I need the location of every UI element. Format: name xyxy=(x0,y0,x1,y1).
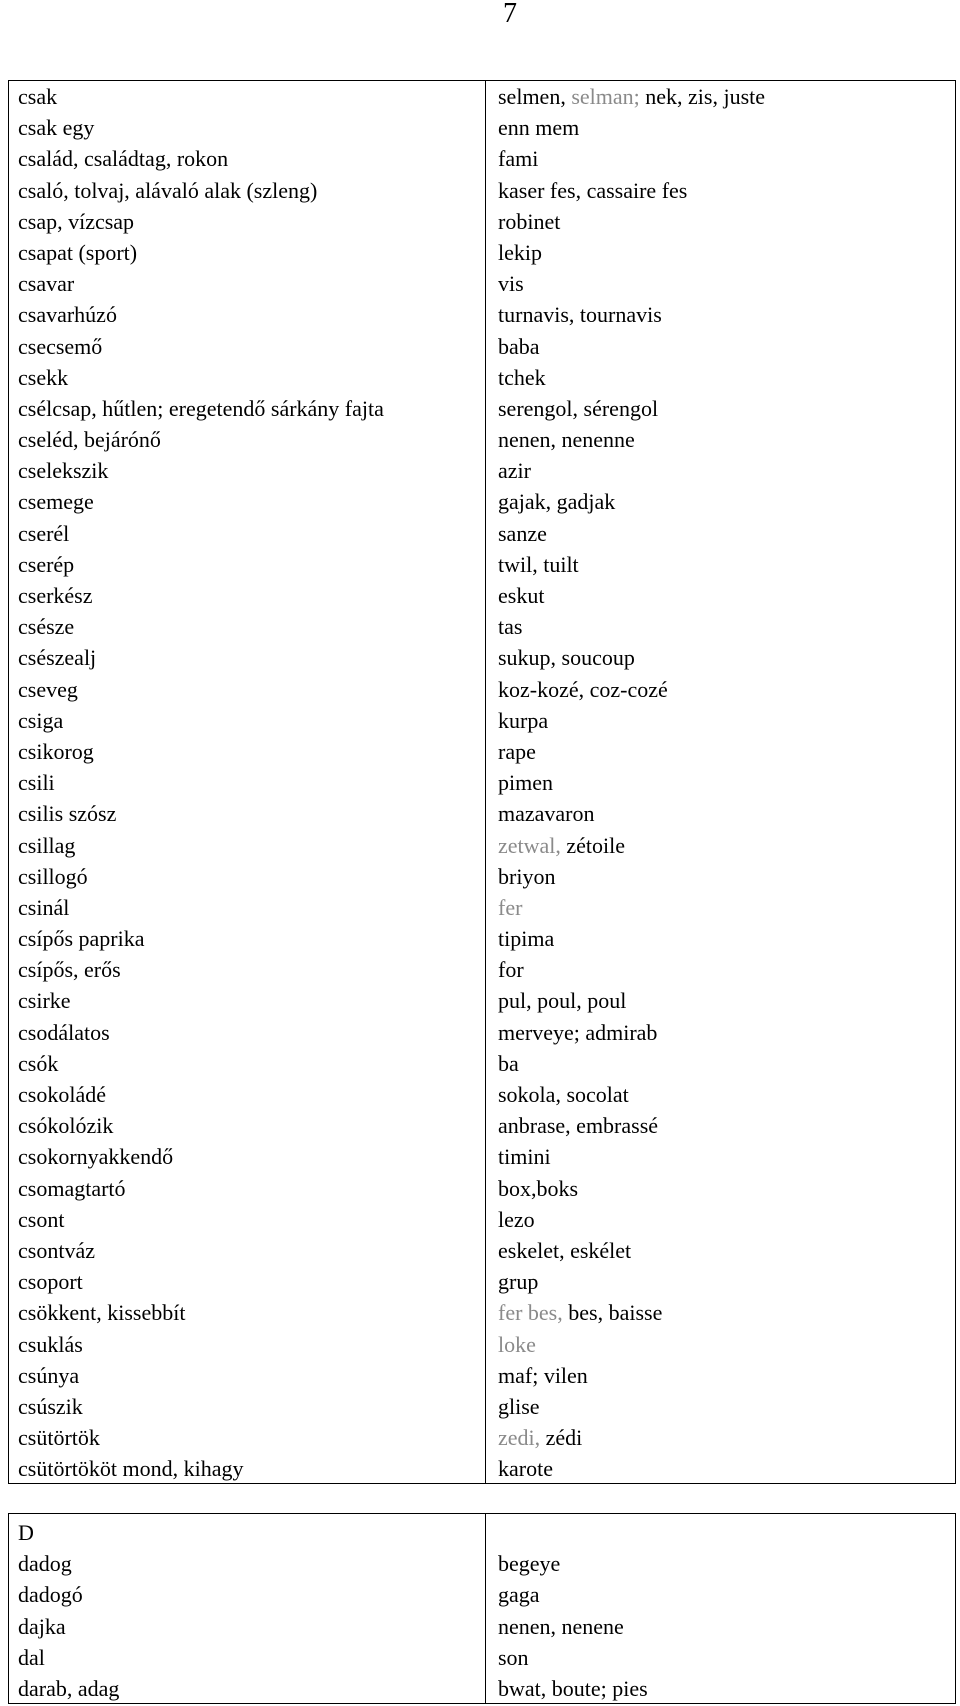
creole-translation xyxy=(498,1297,955,1328)
hungarian-term: cserél xyxy=(18,520,70,546)
hungarian-term: cseveg xyxy=(18,676,78,702)
creole-translation xyxy=(498,362,955,393)
translation-segment-gray: selman; xyxy=(571,84,640,109)
creole-translation xyxy=(498,1017,955,1048)
creole-translation xyxy=(498,830,955,861)
creole-translation xyxy=(498,767,955,798)
translation-segment: robinet xyxy=(498,208,561,234)
hungarian-term: cserkész xyxy=(18,583,93,608)
translation-segment: begeye xyxy=(498,1551,561,1577)
creole-translation xyxy=(498,892,955,923)
hungarian-term: darab, adag xyxy=(18,1675,120,1701)
translation-segment: bes, baisse xyxy=(562,1300,663,1326)
translation-segment: enn mem xyxy=(498,115,580,141)
translation-segment: gaga xyxy=(498,1582,540,1608)
hungarian-term: csirke xyxy=(18,988,71,1014)
creole-translation xyxy=(498,1048,955,1079)
hungarian-term: csiga xyxy=(18,707,64,733)
creole-translation xyxy=(498,549,955,580)
translation-segment: vis xyxy=(498,271,524,297)
hungarian-term: csoport xyxy=(18,1269,83,1295)
hungarian-term: csinál xyxy=(18,894,70,920)
translation-segment: pimen xyxy=(498,770,553,796)
translation-segment: box,boks xyxy=(498,1175,579,1201)
translation-segment: sokola, socolat xyxy=(498,1082,629,1107)
hungarian-term: csészealj xyxy=(18,645,97,671)
hungarian-term: dajka xyxy=(18,1613,66,1639)
creole-translation xyxy=(498,1329,955,1360)
hungarian-column xyxy=(9,1514,486,1703)
translation-segment-gray: loke xyxy=(498,1331,536,1357)
hungarian-term: csuklás xyxy=(18,1331,83,1357)
creole-translation xyxy=(498,954,955,985)
hungarian-term: csilis szósz xyxy=(18,801,117,827)
translation-segment: kaser fes, cassaire fes xyxy=(498,177,688,203)
hungarian-term: csók xyxy=(18,1050,59,1076)
translation-segment: serengol, sérengol xyxy=(498,395,659,421)
translation-segment-gray: zedi, xyxy=(498,1425,541,1451)
translation-segment-gray: zetwal, xyxy=(498,832,561,858)
translation-segment: briyon xyxy=(498,863,556,889)
translation-segment: glise xyxy=(498,1393,540,1419)
creole-translation xyxy=(498,1642,955,1673)
hungarian-term: cselekszik xyxy=(18,458,109,484)
creole-translation xyxy=(498,705,955,736)
translation-segment: kurpa xyxy=(498,707,549,733)
creole-column xyxy=(486,1514,955,1703)
creole-translation xyxy=(498,393,955,424)
creole-translation xyxy=(498,518,955,549)
hungarian-term: csodálatos xyxy=(18,1019,110,1045)
creole-translation xyxy=(498,1579,955,1610)
dictionary-table-c xyxy=(8,80,956,1484)
translation-segment-gray: fer xyxy=(498,894,523,920)
creole-translation xyxy=(498,237,955,268)
creole-translation xyxy=(498,331,955,362)
hungarian-term: csókolózik xyxy=(18,1113,114,1139)
translation-segment: lekip xyxy=(498,239,542,265)
hungarian-term: csapat (sport) xyxy=(18,239,138,265)
translation-segment: mazavaron xyxy=(498,801,595,827)
hungarian-term: csemege xyxy=(18,489,94,515)
translation-segment: anbrase, embrassé xyxy=(498,1113,659,1139)
translation-segment: zédi xyxy=(540,1425,583,1451)
creole-translation xyxy=(498,1611,955,1642)
translation-segment: tas xyxy=(498,614,523,640)
hungarian-term: csikorog xyxy=(18,738,94,764)
creole-translation xyxy=(498,1110,955,1141)
creole-translation xyxy=(498,798,955,829)
creole-translation xyxy=(498,985,955,1016)
translation-segment: grup xyxy=(498,1269,539,1295)
hungarian-term: cseléd, bejárónő xyxy=(18,427,161,453)
hungarian-term: csokoládé xyxy=(18,1082,106,1107)
translation-segment: zétoile xyxy=(560,832,626,858)
creole-translation xyxy=(498,923,955,954)
creole-translation xyxy=(498,674,955,705)
hungarian-term: csont xyxy=(18,1206,65,1232)
creole-translation xyxy=(498,1422,955,1453)
hungarian-term: csípős, erős xyxy=(18,957,121,983)
hungarian-term: csütörtök xyxy=(18,1425,100,1451)
creole-translation xyxy=(498,81,955,112)
hungarian-column xyxy=(9,81,486,1483)
translation-segment: son xyxy=(498,1644,529,1670)
hungarian-term: csillogó xyxy=(18,863,88,889)
translation-segment: tipima xyxy=(498,926,555,952)
page-number: 7 xyxy=(503,0,517,29)
translation-segment: rape xyxy=(498,738,536,764)
translation-segment: fami xyxy=(498,146,539,172)
translation-segment: nenen, nenene xyxy=(498,1613,624,1639)
translation-segment: bwat, boute; pies xyxy=(498,1675,648,1701)
hungarian-term: csípős paprika xyxy=(18,926,145,952)
creole-translation xyxy=(498,206,955,237)
translation-segment: tchek xyxy=(498,364,546,390)
hungarian-term: csokornyakkendő xyxy=(18,1144,174,1170)
section-heading: D xyxy=(18,1520,34,1545)
hungarian-term: csúszik xyxy=(18,1393,83,1419)
translation-segment: selmen, xyxy=(498,84,572,109)
creole-translation xyxy=(498,1360,955,1391)
translation-segment: nek, zis, juste xyxy=(639,84,766,109)
creole-translation xyxy=(498,611,955,642)
translation-segment: ba xyxy=(498,1050,519,1076)
translation-segment: karote xyxy=(498,1456,553,1482)
hungarian-term: csélcsap, hűtlen; eregetendő sárkány fajta xyxy=(18,395,384,421)
translation-segment: sanze xyxy=(498,520,547,546)
creole-translation xyxy=(498,1453,955,1484)
hungarian-term: csekk xyxy=(18,364,69,390)
creole-translation xyxy=(498,1391,955,1422)
hungarian-term: család, családtag, rokon xyxy=(18,146,229,172)
creole-translation xyxy=(498,1141,955,1172)
translation-segment: pul, poul, poul xyxy=(498,988,627,1014)
creole-translation xyxy=(498,143,955,174)
hungarian-term: csavarhúzó xyxy=(18,302,117,328)
creole-translation xyxy=(498,455,955,486)
hungarian-term: csak egy xyxy=(18,115,95,141)
hungarian-term: csomagtartó xyxy=(18,1175,126,1201)
creole-translation xyxy=(498,736,955,767)
creole-translation xyxy=(498,1204,955,1235)
creole-translation xyxy=(498,1266,955,1297)
creole-translation xyxy=(498,175,955,206)
hungarian-term: csak xyxy=(18,84,58,109)
translation-segment: merveye; admirab xyxy=(498,1019,658,1045)
translation-segment-gray: fer bes, xyxy=(498,1300,563,1326)
hungarian-term: csökkent, kissebbít xyxy=(18,1300,186,1326)
translation-segment: for xyxy=(498,957,524,983)
creole-translation xyxy=(498,112,955,143)
translation-segment: eskelet, eskélet xyxy=(498,1237,632,1263)
translation-segment: azir xyxy=(498,458,531,484)
creole-translation xyxy=(498,580,955,611)
hungarian-term: csésze xyxy=(18,614,75,640)
creole-translation xyxy=(498,1235,955,1266)
translation-segment: lezo xyxy=(498,1206,535,1232)
hungarian-term: csap, vízcsap xyxy=(18,208,135,234)
hungarian-term: dadog xyxy=(18,1551,72,1577)
section-heading-spacer xyxy=(498,1517,955,1548)
translation-segment: sukup, soucoup xyxy=(498,645,635,671)
translation-segment: timini xyxy=(498,1144,551,1170)
translation-segment: maf; vilen xyxy=(498,1362,588,1388)
creole-column xyxy=(486,81,955,1483)
translation-segment: turnavis, tournavis xyxy=(498,302,662,328)
creole-translation xyxy=(498,1173,955,1204)
translation-segment: koz-kozé, coz-cozé xyxy=(498,676,668,702)
translation-segment: gajak, gadjak xyxy=(498,489,616,515)
hungarian-term: csütörtököt mond, kihagy xyxy=(18,1456,244,1482)
hungarian-term: csillag xyxy=(18,832,76,858)
creole-translation xyxy=(498,1079,955,1110)
hungarian-term: csili xyxy=(18,770,55,796)
creole-translation xyxy=(498,268,955,299)
creole-translation xyxy=(498,861,955,892)
hungarian-term: csavar xyxy=(18,271,75,297)
hungarian-term: dadogó xyxy=(18,1582,83,1608)
translation-segment: twil, tuilt xyxy=(498,551,579,577)
creole-translation xyxy=(498,486,955,517)
hungarian-term: csontváz xyxy=(18,1237,95,1263)
hungarian-term: csúnya xyxy=(18,1362,80,1388)
creole-translation xyxy=(498,1673,955,1704)
creole-translation xyxy=(498,1548,955,1579)
creole-translation xyxy=(498,299,955,330)
creole-translation xyxy=(498,642,955,673)
translation-segment: eskut xyxy=(498,583,545,608)
hungarian-term: csecsemő xyxy=(18,333,103,359)
translation-segment: nenen, nenenne xyxy=(498,427,635,453)
hungarian-term: dal xyxy=(18,1644,45,1670)
hungarian-term: cserép xyxy=(18,551,75,577)
dictionary-table-d xyxy=(8,1513,956,1704)
hungarian-term: csaló, tolvaj, alávaló alak (szleng) xyxy=(18,177,318,203)
creole-translation xyxy=(498,424,955,455)
translation-segment: baba xyxy=(498,333,540,359)
